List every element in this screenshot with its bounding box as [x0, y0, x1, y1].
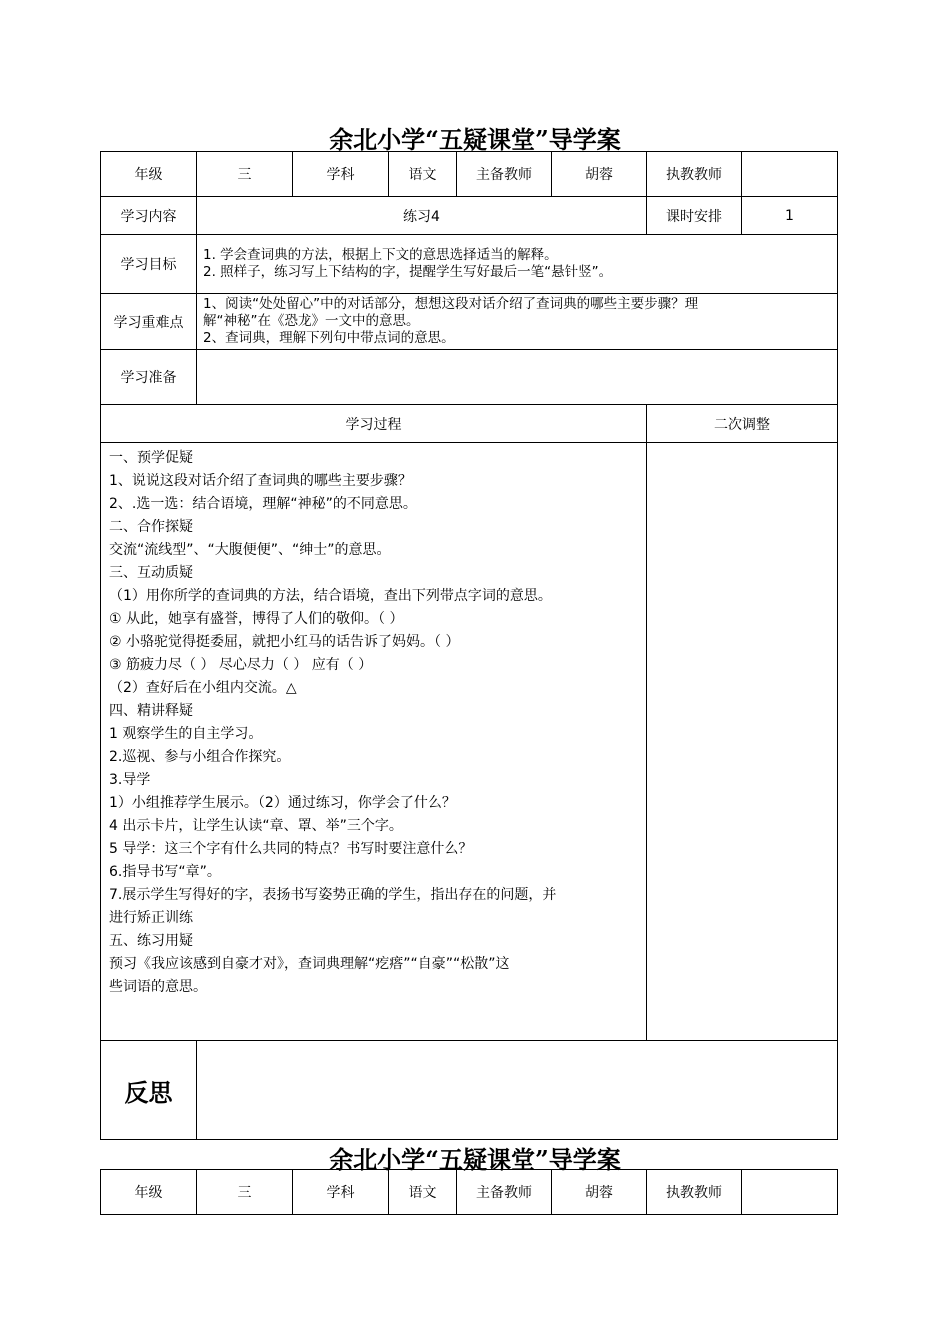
process-line: 7.展示学生写得好的字，表扬书写姿势正确的学生，指出存在的问题，并	[109, 887, 557, 903]
grade-value: 三	[197, 152, 293, 197]
grade-label: 年级	[101, 1170, 197, 1215]
process-line: 5 导学：这三个字有什么共同的特点？书写时要注意什么？	[109, 841, 473, 857]
process-line: 4 出示卡片，让学生认读“章、罩、举”三个字。	[109, 818, 403, 834]
process-line: 2、.选一选：结合语境，理解“神秘”的不同意思。	[109, 496, 417, 512]
lesson-plan-table	[100, 151, 838, 1140]
key-point-line-3: 2、查词典，理解下列句中带点词的意思。	[203, 330, 455, 346]
content-label: 学习内容	[101, 197, 197, 235]
process-line: ② 小骆驼觉得挺委屈，就把小红马的话告诉了妈妈。（ ）	[109, 634, 460, 650]
main-teacher-value: 胡蓉	[552, 152, 647, 197]
prep-label: 学习准备	[101, 350, 197, 405]
exec-teacher-label: 执教教师	[647, 1170, 742, 1215]
main-teacher-label: 主备教师	[457, 152, 552, 197]
goals-content	[197, 235, 838, 294]
process-line: 四、精讲释疑	[109, 703, 193, 719]
process-line: 些词语的意思。	[109, 979, 207, 995]
content-value: 练习4	[197, 197, 647, 235]
subject-label: 学科	[293, 1170, 389, 1215]
subject-value: 语文	[389, 152, 457, 197]
process-header: 学习过程	[101, 405, 647, 443]
process-line: 一、预学促疑	[109, 450, 193, 466]
grade-value: 三	[197, 1170, 293, 1215]
goals-label: 学习目标	[101, 235, 197, 294]
process-line: 交流“流线型”、“大腹便便”、“绅士”的意思。	[109, 542, 391, 558]
key-points-label: 学习重难点	[101, 294, 197, 350]
exec-teacher-value	[742, 1170, 838, 1215]
key-point-line-1: 1、阅读“处处留心”中的对话部分，想想这段对话介绍了查词典的哪些主要步骤？理	[203, 296, 699, 312]
key-points-content	[197, 294, 838, 350]
process-line: 1、说说这段对话介绍了查词典的哪些主要步骤？	[109, 473, 412, 489]
process-line: 进行矫正训练	[109, 910, 193, 926]
process-line: ① 从此，她享有盛誉，博得了人们的敬仰。（ ）	[109, 611, 404, 627]
process-line: 2.巡视、参与小组合作探究。	[109, 749, 291, 765]
process-line: 6.指导书写“章”。	[109, 864, 221, 880]
process-content	[101, 443, 647, 1041]
prep-value	[197, 350, 838, 405]
subject-label: 学科	[293, 152, 389, 197]
process-line: 五、练习用疑	[109, 933, 193, 949]
subject-value: 语文	[389, 1170, 457, 1215]
grade-label: 年级	[101, 152, 197, 197]
page-title: 余北小学“五疑课堂”导学案	[329, 125, 621, 154]
process-line: 3.导学	[109, 772, 151, 788]
reflection-label: 反思	[101, 1041, 197, 1140]
page2-title: 余北小学“五疑课堂”导学案	[329, 1145, 621, 1174]
reflection-content	[197, 1041, 838, 1140]
exec-teacher-value	[742, 152, 838, 197]
main-teacher-value: 胡蓉	[552, 1170, 647, 1215]
goal-line-1: 1. 学会查词典的方法，根据上下文的意思选择适当的解释。	[203, 247, 558, 263]
process-line: 1 观察学生的自主学习。	[109, 726, 263, 742]
process-line: （2）查好后在小组内交流。△	[109, 680, 297, 696]
process-line: 二、合作探疑	[109, 519, 193, 535]
goal-line-2: 2. 照样子，练习写上下结构的字，提醒学生写好最后一笔“悬针竖”。	[203, 264, 613, 280]
hours-label: 课时安排	[647, 197, 742, 235]
lesson-plan-table-page2	[100, 1169, 838, 1215]
hours-value: 1	[742, 197, 838, 235]
exec-teacher-label: 执教教师	[647, 152, 742, 197]
process-line: 三、互动质疑	[109, 565, 193, 581]
key-point-line-2: 解“神秘”在《恐龙》一文中的意思。	[203, 313, 420, 329]
process-line: ③ 筋疲力尽（ ） 尽心尽力（ ） 应有（ ）	[109, 657, 373, 673]
adjust-header: 二次调整	[647, 405, 838, 443]
main-teacher-label: 主备教师	[457, 1170, 552, 1215]
process-line: 预习《我应该感到自豪才对》，查词典理解“疙瘩”“自豪”“松散”这	[109, 956, 510, 972]
adjust-content	[647, 443, 838, 1041]
process-line: （1）用你所学的查词典的方法，结合语境，查出下列带点字词的意思。	[109, 588, 552, 604]
process-line: 1）小组推荐学生展示。（2）通过练习，你学会了什么？	[109, 795, 456, 811]
